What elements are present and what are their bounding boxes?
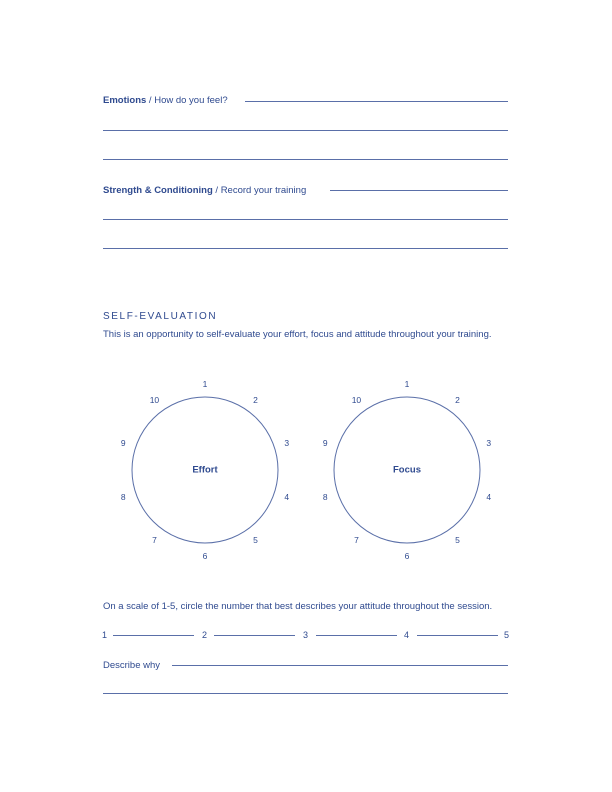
focus-dial-number[interactable]: 2	[455, 395, 460, 406]
scale-connector	[316, 635, 397, 636]
scale-value[interactable]: 2	[202, 630, 208, 640]
scale-connector	[113, 635, 194, 636]
describe-why-label: Describe why	[103, 660, 161, 671]
effort-dial-number[interactable]: 3	[284, 438, 290, 449]
effort-dial-number[interactable]: 5	[253, 534, 258, 545]
strength-question: Record your training	[220, 185, 307, 196]
focus-dial-number[interactable]: 7	[354, 534, 359, 545]
self-evaluation-heading: SELF-EVALUATION	[103, 311, 218, 322]
describe-why-line[interactable]	[103, 693, 508, 694]
focus-dial-number[interactable]: 10	[351, 395, 362, 406]
emotions-label: Emotions	[103, 95, 147, 106]
effort-dial-number[interactable]: 7	[152, 534, 157, 545]
focus-dial-number[interactable]: 3	[486, 438, 492, 449]
scale-connector	[214, 635, 295, 636]
scale-value[interactable]: 5	[504, 630, 510, 640]
focus-dial-number[interactable]: 4	[486, 491, 492, 502]
effort-dial-number[interactable]: 8	[120, 491, 126, 502]
focus-dial-number[interactable]: 1	[404, 379, 410, 389]
self-evaluation-intro: This is an opportunity to self-evaluate your effort, focus and attitude throughout your training.	[103, 329, 492, 340]
scale-value[interactable]: 1	[102, 630, 108, 640]
emotions-question: How do you feel?	[154, 95, 228, 106]
strength-label: Strength & Conditioning	[103, 185, 213, 196]
scale-value[interactable]: 4	[404, 630, 410, 640]
effort-dial-number[interactable]: 1	[202, 379, 208, 389]
emotions-separator: /	[146, 95, 155, 106]
describe-why-line[interactable]	[172, 665, 508, 666]
strength-separator: /	[212, 185, 221, 196]
effort-dial-label: Effort	[192, 464, 218, 476]
scale-instruction: On a scale of 1-5, circle the number that best describes your attitude throughout the session.	[103, 601, 493, 612]
focus-dial-number[interactable]: 6	[404, 551, 410, 561]
focus-dial-number[interactable]: 9	[322, 438, 328, 449]
effort-dial-number[interactable]: 6	[202, 551, 208, 561]
focus-dial-label: Focus	[393, 464, 421, 476]
effort-dial-number[interactable]: 10	[149, 395, 160, 406]
focus-dial-number[interactable]: 5	[455, 534, 460, 545]
focus-dial-number[interactable]: 8	[322, 491, 328, 502]
scale-value[interactable]: 3	[303, 630, 309, 640]
effort-dial-number[interactable]: 2	[253, 395, 258, 406]
effort-dial-number[interactable]: 9	[120, 438, 126, 449]
scale-connector	[417, 635, 498, 636]
effort-dial-number[interactable]: 4	[284, 491, 290, 502]
